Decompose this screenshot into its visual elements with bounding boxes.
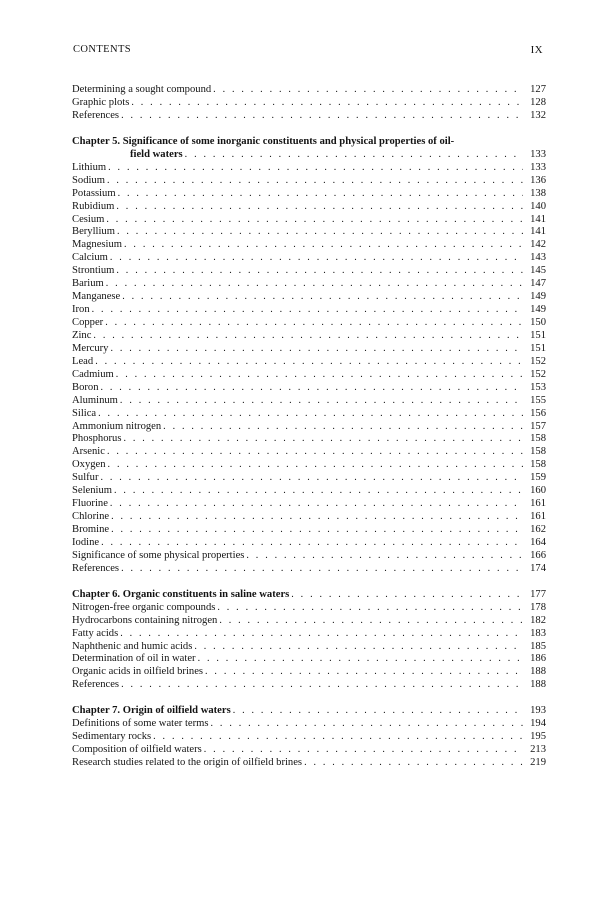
dot-leader: [233, 705, 523, 716]
toc-entry-title: Cadmium: [72, 368, 114, 380]
toc-entry-page: 161: [530, 511, 546, 523]
toc-entry-title: Fluorine: [72, 498, 108, 510]
toc-entry-title: Aluminum: [72, 394, 118, 406]
toc-entry-title: Selenium: [72, 485, 113, 497]
toc-entry[interactable]: [72, 343, 546, 356]
dot-leader: [95, 356, 523, 367]
toc-entry-page: 127: [530, 84, 546, 95]
dot-leader: [108, 459, 523, 470]
toc-entry[interactable]: [72, 356, 546, 369]
toc-entry-title: Significance of some physical properties: [72, 549, 245, 561]
toc-entry[interactable]: [72, 84, 546, 97]
toc-entry[interactable]: [72, 162, 546, 175]
toc-entry-page: 143: [530, 252, 546, 264]
toc-entry-title: Bromine: [72, 524, 110, 535]
toc-entry[interactable]: [72, 653, 546, 666]
toc-entry-title: Boron: [72, 381, 99, 393]
toc-entry-page: 141: [530, 213, 546, 225]
toc-entry[interactable]: [72, 201, 546, 214]
toc-entry[interactable]: [72, 666, 546, 679]
dot-leader: [117, 226, 523, 237]
running-head-title: CONTENTS: [73, 44, 132, 55]
toc-entry-title: Fatty acids: [72, 627, 119, 639]
toc-entry-title: Silica: [72, 407, 97, 419]
dot-leader: [131, 97, 523, 108]
toc-entry[interactable]: [72, 278, 546, 291]
dot-leader: [213, 84, 523, 95]
toc-entry[interactable]: [72, 175, 546, 188]
toc-entry-title: Nitrogen-free organic compounds: [72, 601, 216, 613]
table-of-contents: [72, 84, 546, 770]
toc-entry[interactable]: [72, 97, 546, 110]
toc-entry-page: 182: [530, 614, 546, 626]
toc-entry-title: Potassium: [72, 187, 116, 199]
toc-entry-page: 158: [530, 433, 546, 445]
dot-leader: [121, 679, 523, 690]
toc-entry[interactable]: [72, 252, 546, 265]
dot-leader: [246, 550, 523, 561]
toc-entry-page: 136: [530, 174, 546, 186]
chapter-6-page: 177: [530, 588, 546, 600]
toc-entry-title: Lithium: [72, 161, 107, 173]
toc-entry[interactable]: [72, 550, 546, 563]
toc-entry-page: 159: [530, 472, 546, 484]
toc-entry[interactable]: [72, 304, 546, 317]
toc-entry-page: 158: [530, 459, 546, 471]
toc-entry-page: 178: [530, 601, 546, 613]
chapter-5-title-cont: field waters: [130, 148, 183, 160]
toc-entry[interactable]: [72, 214, 546, 227]
toc-entry-title: Rubidium: [72, 200, 115, 212]
dot-leader: [121, 110, 523, 121]
toc-entry-page: 161: [530, 498, 546, 510]
toc-entry-title: Definitions of some water terms: [72, 718, 209, 730]
dot-leader: [106, 278, 523, 289]
toc-entry-title: Zinc: [72, 329, 92, 341]
toc-entry[interactable]: [72, 265, 546, 278]
dot-leader: [219, 615, 523, 626]
dot-leader: [110, 252, 523, 263]
toc-entry-page: 158: [530, 446, 546, 458]
toc-entry-page: 166: [530, 549, 546, 561]
chapter-7-heading[interactable]: [72, 705, 546, 718]
toc-entry-page: 152: [530, 368, 546, 380]
toc-entry-page: 152: [530, 355, 546, 367]
page-number-roman: IX: [530, 44, 543, 56]
toc-entry-title: Naphthenic and humic acids: [72, 640, 193, 652]
dot-leader: [107, 446, 523, 457]
toc-entry[interactable]: [72, 498, 546, 511]
toc-entry-page: 164: [530, 536, 546, 548]
dot-leader: [106, 214, 523, 225]
dot-leader: [120, 628, 523, 639]
toc-entry-page: 138: [530, 187, 546, 199]
dot-leader: [100, 472, 523, 483]
toc-section-chapter-5: [72, 162, 546, 576]
dot-leader: [211, 718, 523, 729]
toc-entry-title: Composition of oilfield waters: [72, 744, 202, 756]
toc-entry-page: 141: [530, 226, 546, 238]
chapter-7-title: Chapter 7. Origin of oilfield waters: [72, 705, 231, 717]
toc-entry-title: References: [72, 109, 120, 121]
chapter-5-title-line2: [72, 149, 546, 162]
toc-section-chapter-7: [72, 718, 546, 770]
toc-entry-title: Iron: [72, 304, 90, 316]
toc-entry[interactable]: [72, 757, 546, 770]
toc-entry[interactable]: [72, 459, 546, 472]
dot-leader: [93, 330, 523, 341]
toc-entry-page: 157: [530, 420, 546, 432]
dot-leader: [304, 757, 523, 768]
dot-leader: [116, 265, 523, 276]
chapter-7-page: 193: [530, 705, 546, 717]
toc-entry[interactable]: [72, 602, 546, 615]
chapter-5-heading[interactable]: [72, 136, 546, 162]
toc-entry-page: 149: [530, 291, 546, 303]
toc-entry-title: Organic acids in oilfield brines: [72, 666, 204, 678]
toc-entry-title: Mercury: [72, 342, 109, 354]
dot-leader: [204, 744, 523, 755]
toc-entry-page: 219: [530, 757, 546, 768]
toc-entry-title: Barium: [72, 278, 104, 290]
toc-entry[interactable]: [72, 408, 546, 421]
toc-entry-page: 132: [530, 109, 546, 121]
chapter-5-page: 133: [530, 148, 546, 160]
section-gap: [72, 576, 546, 589]
toc-entry[interactable]: [72, 537, 546, 550]
dot-leader: [120, 395, 523, 406]
toc-entry[interactable]: [72, 744, 546, 757]
toc-entry-title: Manganese: [72, 291, 121, 303]
section-gap: [72, 123, 546, 136]
toc-entry-title: Iodine: [72, 536, 100, 548]
toc-entry-title: Lead: [72, 355, 94, 367]
toc-entry-page: 188: [530, 666, 546, 678]
dot-leader: [105, 317, 523, 328]
dot-leader: [98, 408, 523, 419]
toc-entry[interactable]: [72, 239, 546, 252]
dot-leader: [122, 291, 523, 302]
toc-entry[interactable]: [72, 679, 546, 692]
toc-entry-title: Chlorine: [72, 511, 110, 523]
dot-leader: [100, 382, 523, 393]
toc-entry[interactable]: [72, 718, 546, 731]
toc-entry-title: Calcium: [72, 252, 108, 264]
dot-leader: [198, 653, 523, 664]
toc-entry-page: 186: [530, 653, 546, 665]
dot-leader: [108, 162, 523, 173]
toc-entry-title: Oxygen: [72, 459, 106, 471]
dot-leader: [185, 149, 523, 160]
dot-leader: [101, 537, 523, 548]
toc-section-top: [72, 84, 546, 123]
toc-entry-title: Arsenic: [72, 446, 105, 458]
chapter-6-title: Chapter 6. Organic constituents in saline waters: [72, 588, 290, 600]
toc-entry-page: 149: [530, 304, 546, 316]
toc-entry-page: 156: [530, 407, 546, 419]
toc-entry[interactable]: [72, 472, 546, 485]
toc-entry-title: Sodium: [72, 174, 105, 186]
toc-entry[interactable]: [72, 485, 546, 498]
toc-entry-page: 150: [530, 317, 546, 328]
dot-leader: [194, 641, 523, 652]
toc-entry[interactable]: [72, 615, 546, 628]
toc-entry-page: 174: [530, 562, 546, 574]
dot-leader: [111, 524, 523, 535]
toc-entry[interactable]: [72, 226, 546, 239]
toc-entry[interactable]: [72, 369, 546, 382]
toc-entry-title: Strontium: [72, 265, 115, 277]
toc-entry-title: Hydrocarbons containing nitrogen: [72, 614, 218, 626]
dot-leader: [116, 369, 523, 380]
toc-entry[interactable]: [72, 433, 546, 446]
toc-entry[interactable]: [72, 641, 546, 654]
toc-entry[interactable]: [72, 524, 546, 537]
dot-leader: [116, 201, 523, 212]
toc-entry[interactable]: [72, 330, 546, 343]
dot-leader: [124, 239, 523, 250]
toc-entry-page: 140: [530, 200, 546, 212]
toc-entry[interactable]: [72, 110, 546, 123]
dot-leader: [121, 563, 523, 574]
toc-entry[interactable]: [72, 188, 546, 201]
toc-entry-title: References: [72, 679, 120, 691]
toc-entry-title: Phosphorus: [72, 433, 122, 445]
toc-entry-page: 133: [530, 161, 546, 173]
toc-entry-page: 162: [530, 524, 546, 535]
toc-entry[interactable]: [72, 317, 546, 330]
toc-entry-page: 153: [530, 381, 546, 393]
toc-entry-page: 128: [530, 96, 546, 108]
dot-leader: [110, 343, 523, 354]
page-header: [73, 44, 543, 58]
toc-entry-page: 213: [530, 744, 546, 756]
dot-leader: [205, 666, 523, 677]
toc-entry-page: 195: [530, 731, 546, 743]
toc-entry-page: 151: [530, 342, 546, 354]
toc-entry[interactable]: [72, 395, 546, 408]
dot-leader: [163, 421, 523, 432]
toc-entry[interactable]: [72, 382, 546, 395]
toc-entry-title: Ammonium nitrogen: [72, 420, 162, 432]
toc-entry[interactable]: [72, 446, 546, 459]
toc-entry-title: Sedimentary rocks: [72, 731, 152, 743]
dot-leader: [291, 589, 523, 600]
toc-entry-page: 151: [530, 329, 546, 341]
toc-entry-page: 155: [530, 394, 546, 406]
toc-entry-page: 145: [530, 265, 546, 277]
toc-entry-title: Graphic plots: [72, 96, 130, 108]
dot-leader: [217, 602, 523, 613]
dot-leader: [118, 188, 523, 199]
toc-entry-title: Cesium: [72, 213, 105, 225]
toc-entry[interactable]: [72, 421, 546, 434]
chapter-5-title-line1: Chapter 5. Significance of some inorganic constituents and physical properties of oil-: [72, 135, 455, 147]
toc-entry[interactable]: [72, 563, 546, 576]
dot-leader: [107, 175, 523, 186]
toc-entry-title: Magnesium: [72, 239, 123, 251]
toc-entry-title: Research studies related to the origin of oilfield brines: [72, 757, 303, 768]
dot-leader: [111, 511, 523, 522]
toc-entry[interactable]: [72, 511, 546, 524]
toc-entry-title: Determining a sought compound: [72, 84, 212, 95]
toc-entry-page: 160: [530, 485, 546, 497]
section-gap: [72, 692, 546, 705]
dot-leader: [110, 498, 523, 509]
chapter-6-heading[interactable]: [72, 589, 546, 602]
toc-entry[interactable]: [72, 291, 546, 304]
toc-entry-page: 188: [530, 679, 546, 691]
toc-entry-page: 142: [530, 239, 546, 251]
dot-leader: [114, 485, 523, 496]
toc-entry-page: 183: [530, 627, 546, 639]
toc-entry-title: Beryllium: [72, 226, 115, 238]
toc-entry-title: References: [72, 562, 120, 574]
toc-section-chapter-6: [72, 602, 546, 693]
toc-entry[interactable]: [72, 731, 546, 744]
dot-leader: [123, 433, 523, 444]
toc-entry-page: 147: [530, 278, 546, 290]
toc-entry-title: Sulfur: [72, 472, 99, 484]
toc-entry-page: 194: [530, 718, 546, 730]
toc-entry-title: Copper: [72, 317, 104, 328]
toc-entry-page: 185: [530, 640, 546, 652]
toc-entry[interactable]: [72, 628, 546, 641]
dot-leader: [92, 304, 523, 315]
dot-leader: [153, 731, 523, 742]
toc-entry-title: Determination of oil in water: [72, 653, 196, 665]
